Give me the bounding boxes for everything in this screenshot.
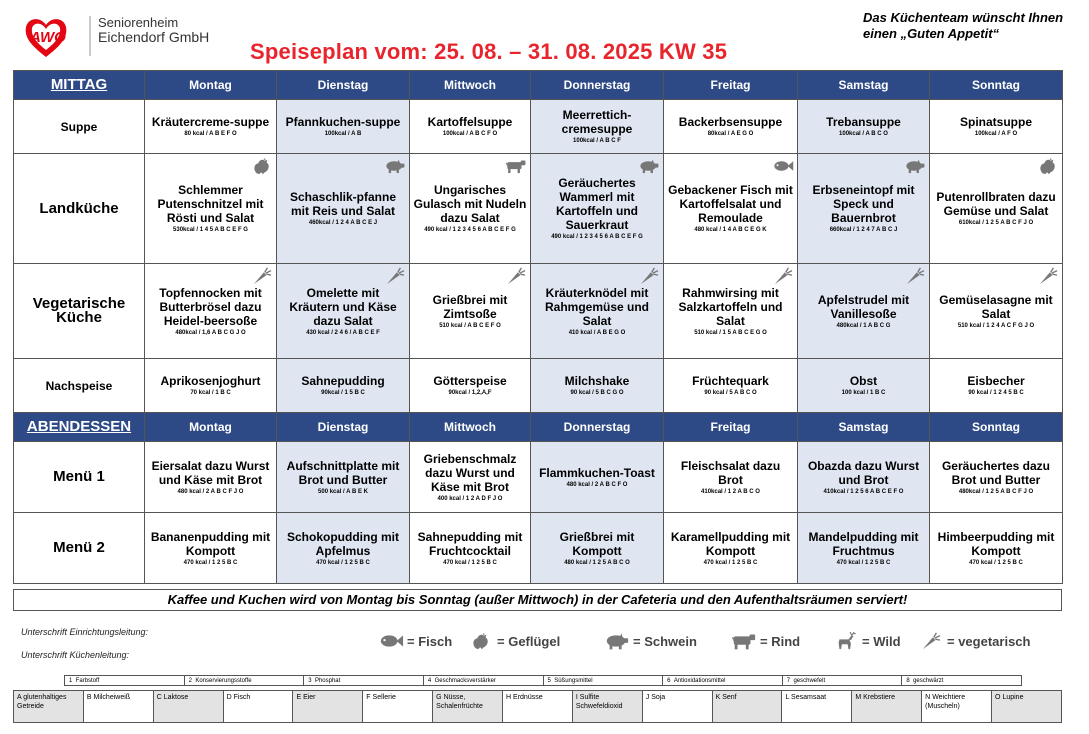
allergen-label: Milcheiweiß [93, 694, 131, 701]
dish-name: Grießbrei mit Kompott [559, 529, 635, 558]
additive-label: Süßungsmittel [554, 677, 593, 684]
menu-cell [798, 359, 930, 413]
dish-kcal-allergens: 480kcal / 1 A B C G [836, 322, 891, 329]
dish-kcal-allergens: 480 kcal / 1 4 A B C E G K [694, 227, 767, 233]
dish-kcal-allergens: 90kcal / 1,2,A,F [448, 390, 492, 396]
chicken-icon [468, 632, 494, 650]
dish-name: Sahnepudding [301, 374, 385, 388]
allergen-label: Krebstiere [863, 694, 896, 701]
dish-kcal-allergens: 80kcal / A E G O [707, 131, 754, 137]
allergen-label: Senf [722, 694, 737, 701]
additive-cell [663, 676, 783, 686]
dish-name: Eisbecher [967, 374, 1025, 388]
dish-kcal-allergens: 100 kcal / 1 B C [841, 390, 886, 396]
dish-name: Griebenschmalz dazu Wurst und Käse mit Brot [423, 451, 517, 494]
page-title: Speiseplan vom: 25. 08. – 31. 08. 2025 KW 35 [250, 39, 728, 64]
allergen-cell [223, 691, 293, 723]
carrot-icon [384, 267, 406, 285]
allergen-label: glutenhaltiges Getreide [17, 694, 67, 710]
mittag-header-row [14, 71, 1063, 100]
allergen-label: Laktose [163, 694, 189, 701]
dish-name: Putenrollbraten dazu Gemüse und Salat [936, 190, 1056, 218]
allergen-label: Sulfite Schwefeldioxid [575, 694, 623, 710]
dish-kcal-allergens: 90kcal / 1 5 B C [321, 390, 365, 396]
menu-cell [277, 359, 410, 413]
dish-kcal-allergens: 70 kcal / 1 B C [190, 390, 231, 396]
day-header-mittag: Montag [145, 71, 277, 100]
coffee-note: Kaffee und Kuchen wird von Montag bis Sonntag (außer Mittwoch) in der Cafeteria und den Aufenthaltsräumen serviert! [13, 589, 1062, 611]
legend-item [468, 632, 560, 650]
dish-name: Fleischsalat dazu Brot [680, 458, 781, 487]
dish-name: Trebansuppe [826, 115, 901, 129]
allergen-label: Lupine [1002, 694, 1024, 701]
additive-number: 1 [69, 677, 73, 684]
additive-label: geschwefelt [793, 677, 826, 684]
menu-row [14, 359, 1063, 413]
dish-kcal-allergens: 470 kcal / 1 2 5 B C [183, 559, 238, 566]
dish-kcal-allergens: 470 kcal / 1 2 5 B C [443, 559, 497, 566]
dish-kcal-allergens: 410kcal / 1 2 5 6 A B C E F O [823, 488, 904, 495]
dish-kcal-allergens: 410kcal / 1 2 A B C O [701, 488, 760, 495]
allergen-cell [363, 691, 433, 723]
allergen-label: Sesamsaat [791, 694, 827, 701]
additive-cell [782, 676, 902, 686]
day-header-abend: Mittwoch [410, 413, 531, 442]
dish-kcal-allergens: 490 kcal / 1 2 3 4 5 6 A B C E F G [424, 227, 516, 233]
additive-cell [543, 676, 663, 686]
dish-name: Aufschnittplatte mit Brot und Butter [286, 458, 400, 487]
menu-cell [277, 154, 410, 264]
day-header-abend: Sonntag [930, 413, 1063, 442]
menu-cell [930, 100, 1063, 154]
allergen-code: N [925, 694, 931, 701]
allergen-code: F [366, 694, 371, 701]
allergen-label: Soja [651, 694, 666, 701]
allergen-cell [572, 691, 642, 723]
menu-cell [664, 359, 798, 413]
carrot-icon [772, 267, 794, 285]
carrot-icon [251, 267, 273, 285]
menu-row [14, 100, 1063, 154]
fish-icon [772, 157, 794, 175]
carrot-icon [918, 632, 944, 650]
menu-cell [664, 442, 798, 513]
menu-cell [930, 442, 1063, 513]
day-header-abend: Freitag [664, 413, 798, 442]
menu-cell [410, 100, 531, 154]
dish-kcal-allergens: 100kcal / A F O [974, 131, 1018, 137]
menu-cell [798, 513, 930, 584]
carrot-icon [505, 267, 527, 285]
brand-name [98, 15, 209, 45]
day-header-mittag: Dienstag [277, 71, 410, 100]
menu-cell [664, 264, 798, 359]
day-header-mittag: Donnerstag [531, 71, 664, 100]
dish-name: Aprikosenjoghurt [160, 374, 261, 388]
menu-cell [664, 100, 798, 154]
allergen-code: H [506, 694, 512, 701]
allergen-label: Eier [303, 694, 316, 701]
dish-name: Geräuchertes Wammerl mit Kartoffeln und Sauerkraut [556, 176, 638, 232]
menu-cell [410, 154, 531, 264]
dish-kcal-allergens: 470 kcal / 1 2 5 B C [969, 559, 1023, 566]
pig-icon [638, 157, 660, 175]
dish-name: Rahmwirsing mit Salzkartoffeln und Salat [678, 285, 783, 328]
signature-kitchen: Unterschrift Küchenleitung: [21, 650, 130, 660]
row-label: Suppe [14, 100, 145, 154]
allergen-cell [433, 691, 503, 723]
dish-name: Omelette mit Kräutern und Käse dazu Salat [289, 285, 397, 328]
dish-name: Gemüselasagne mit Salat [939, 292, 1053, 321]
allergen-code: C [156, 694, 162, 701]
dish-kcal-allergens: 480kcal / 1 2 5 A B C F J O [958, 488, 1034, 495]
row-label: Landküche [14, 154, 145, 264]
dish-name: Ungarisches Gulasch mit Nudeln dazu Salat [413, 183, 527, 225]
deer-icon [833, 632, 859, 650]
additive-number: 8 [906, 677, 910, 684]
menu-cell [410, 264, 531, 359]
dish-kcal-allergens: 90 kcal / 1 2 4 5 B C [968, 390, 1024, 396]
allergen-code: O [995, 694, 1001, 701]
allergen-label: Fisch [233, 694, 251, 701]
menu-cell [798, 264, 930, 359]
dish-name: Meerrettich-cremesuppe [561, 108, 633, 136]
dish-kcal-allergens: 400 kcal / 1 2 A D F J O [437, 495, 503, 502]
dish-kcal-allergens: 470 kcal / 1 2 5 B C [703, 559, 758, 566]
dish-name: Grießbrei mit Zimtsoße [432, 292, 508, 321]
menu-cell [277, 513, 410, 584]
dish-name: Schaschlik-pfanne mit Reis und Salat [289, 190, 397, 218]
dish-name: Erbseneintopf mit Speck und Bauernbrot [812, 183, 915, 225]
dish-name: Flammkuchen-Toast [539, 465, 655, 480]
additive-number: 7 [786, 677, 791, 684]
legend-label: = Fisch [407, 633, 453, 649]
additive-cell [902, 676, 1022, 686]
legend-item [604, 632, 697, 650]
menu-cell [930, 154, 1063, 264]
row-label: Menü 1 [14, 442, 145, 513]
menu-cell [145, 100, 277, 154]
dish-name: Backerbsensuppe [678, 115, 783, 129]
dish-kcal-allergens: 510 kcal / 1 2 4 A C F G J O [957, 322, 1035, 329]
pig-icon [904, 157, 926, 175]
menu-cell [145, 442, 277, 513]
allergen-cell [852, 691, 922, 723]
menu-cell [410, 442, 531, 513]
dish-name: Topfennocken mit Butterbrösel dazu Heidel-beersoße [159, 285, 262, 328]
dish-kcal-allergens: 480 kcal / 2 A B C F O [566, 481, 628, 488]
additive-label: geschwärzt [913, 677, 944, 684]
row-label: Nachspeise [14, 359, 145, 413]
brand-line1: Seniorenheim [98, 15, 179, 30]
dish-name: Karamellpudding mit Kompott [670, 529, 791, 558]
dish-kcal-allergens: 90 kcal / 5 A B C O [704, 390, 757, 396]
dish-kcal-allergens: 470 kcal / 1 2 5 B C [836, 559, 891, 566]
dish-kcal-allergens: 480kcal / 1,6 A B C G J O [175, 329, 246, 336]
additive-cell [423, 676, 543, 686]
dish-name: Sahnepudding mit Fruchtcocktail [417, 529, 523, 558]
dish-kcal-allergens: 410 kcal / A B E G O [568, 329, 626, 336]
additive-number: 2 [188, 677, 192, 684]
additive-cell [65, 676, 185, 686]
legend-item [731, 632, 800, 650]
legend-item [833, 632, 901, 650]
menu-cell [277, 100, 410, 154]
legend-label: = Wild [862, 633, 901, 649]
additive-label: Farbstoff [75, 677, 100, 684]
row-label: Menü 2 [14, 513, 145, 584]
menu-cell [410, 513, 531, 584]
pig-icon [384, 157, 406, 175]
additive-number: 3 [308, 677, 312, 684]
additive-label: Antioxidationsmittel [673, 677, 726, 684]
day-header-mittag: Samstag [798, 71, 930, 100]
dish-kcal-allergens: 100kcal / A B C F O [442, 131, 498, 137]
menu-cell [798, 100, 930, 154]
dish-kcal-allergens: 510 kcal / 1 5 A B C E G O [694, 329, 767, 336]
menu-cell [930, 513, 1063, 584]
menu-cell [145, 359, 277, 413]
menu-cell [277, 264, 410, 359]
dish-name: Schlemmer Putenschnitzel mit Rösti und Salat [157, 183, 264, 225]
cow-icon [505, 157, 527, 175]
menu-cell [798, 154, 930, 264]
allergen-code: J [645, 694, 650, 701]
day-header-abend: Dienstag [277, 413, 410, 442]
dish-name: Obazda dazu Wurst und Brot [807, 458, 920, 487]
pig-icon [604, 632, 630, 650]
allergen-label: Erdnüsse [513, 694, 543, 701]
dish-kcal-allergens: 530kcal / 1 4 5 A B C E F G [173, 227, 248, 233]
legend-label: = Geflügel [497, 633, 561, 649]
allergen-cell [293, 691, 363, 723]
menu-cell [664, 513, 798, 584]
allergen-code: D [226, 694, 232, 701]
allergen-code: G [436, 694, 442, 701]
logo-text: AWO [30, 29, 66, 46]
dish-kcal-allergens: 430 kcal / 2 4 6 / A B C E F [306, 329, 380, 336]
day-header-abend: Donnerstag [531, 413, 664, 442]
menu-cell [531, 100, 664, 154]
additive-number: 6 [667, 677, 671, 684]
dish-name: Eiersalat dazu Wurst und Käse mit Brot [151, 458, 270, 487]
additive-label: Geschmacksverstärker [434, 677, 496, 684]
dish-name: Schokopudding mit Apfelmus [287, 529, 399, 558]
menu-cell [145, 154, 277, 264]
dish-kcal-allergens: 510 kcal / A B C E F O [439, 322, 501, 329]
fish-icon [378, 632, 404, 650]
mittag-section-title: MITTAG [14, 71, 145, 100]
menu-row [14, 442, 1063, 513]
dish-name: Kräutercreme-suppe [151, 115, 270, 129]
allergen-code: K [715, 694, 721, 701]
menu-cell [531, 442, 664, 513]
cow-icon [731, 632, 757, 650]
menu-cell [410, 359, 531, 413]
additive-label: Konservierungsstoffe [195, 677, 252, 684]
carrot-icon [638, 267, 660, 285]
dish-kcal-allergens: 480 kcal / 2 A B C F J O [177, 488, 244, 495]
dish-kcal-allergens: 500 kcal / A B E K [318, 488, 368, 495]
allergen-code: L [785, 694, 790, 701]
legend-item [918, 632, 1030, 650]
dish-name: Geräuchertes dazu Brot und Butter [941, 458, 1051, 487]
allergen-cell [922, 691, 992, 723]
menu-cell [277, 442, 410, 513]
row-label: Vegetarische Küche [14, 264, 145, 359]
dish-name: Kräuterknödel mit Rahmgemüse und Salat [544, 285, 649, 328]
menu-cell [531, 154, 664, 264]
dish-kcal-allergens: 460kcal / 1 2 4 A B C E J [308, 220, 378, 226]
dish-name: Himbeerpudding mit Kompott [937, 529, 1055, 558]
menu-cell [531, 513, 664, 584]
chicken-icon [251, 157, 273, 175]
allergen-label: Weichtiere (Muscheln) [925, 694, 966, 710]
additive-number: 4 [427, 677, 432, 684]
additive-number: 5 [547, 677, 551, 684]
dish-name: Bananenpudding mit Kompott [150, 529, 271, 558]
menu-cell [531, 359, 664, 413]
brand-line2: Eichendorf GmbH [98, 29, 210, 45]
dish-name: Götterspeise [433, 374, 507, 388]
dish-kcal-allergens: 470 kcal / 1 2 5 B C [316, 559, 370, 566]
dish-kcal-allergens: 100kcal / A B C O [839, 131, 888, 137]
dish-kcal-allergens: 480 kcal / 1 2 5 A B C O [564, 559, 630, 566]
dish-name: Früchtequark [692, 374, 769, 388]
menu-cell [664, 154, 798, 264]
allergen-cell [642, 691, 712, 723]
day-header-mittag: Mittwoch [410, 71, 531, 100]
allergen-cell [153, 691, 223, 723]
allergen-cell [782, 691, 852, 723]
dish-kcal-allergens: 80 kcal / A B E F O [184, 131, 237, 137]
legend-label: = Rind [760, 633, 801, 649]
allergen-code: M [855, 694, 862, 701]
dish-name: Obst [849, 374, 878, 388]
menu-cell [531, 264, 664, 359]
legend-item [378, 632, 452, 650]
day-header-abend: Montag [145, 413, 277, 442]
allergens-table [13, 690, 1062, 723]
chicken-icon [1037, 157, 1059, 175]
legend-label: = vegetarisch [947, 633, 1031, 649]
allergen-cell [712, 691, 782, 723]
menu-cell [145, 513, 277, 584]
dish-name: Pfannkuchen-suppe [285, 115, 401, 129]
menu-row [14, 154, 1063, 264]
dish-kcal-allergens: 100kcal / A B C F [573, 138, 621, 144]
dish-name: Gebackener Fisch mit Kartoffelsalat und Remoulade [668, 183, 793, 225]
greeting-text: Das Küchenteam wünscht Ihnen einen „Guten Appetit“ [863, 10, 1064, 41]
dish-kcal-allergens: 90 kcal / 5 B C G O [570, 390, 624, 396]
abend-section-title: ABENDESSEN [14, 413, 145, 442]
signature-management: Unterschrift Einrichtungsleitung: [21, 627, 149, 637]
menu-cell [930, 264, 1063, 359]
allergen-cell [83, 691, 153, 723]
dish-kcal-allergens: 610kcal / 1 2 5 A B C F J O [958, 220, 1034, 226]
carrot-icon [904, 267, 926, 285]
additive-cell [304, 676, 424, 686]
menu-cell [145, 264, 277, 359]
allergen-cell [14, 691, 84, 723]
dish-name: Mandelpudding mit Fruchtmus [808, 529, 919, 558]
day-header-abend: Samstag [798, 413, 930, 442]
dish-name: Apfelstrudel mit Vanillesoße [817, 292, 910, 321]
dish-kcal-allergens: 490 kcal / 1 2 3 4 5 6 A B C E F G [551, 234, 643, 240]
abend-header-row [14, 413, 1063, 442]
additive-label: Phosphat [314, 677, 341, 684]
allergen-code: A [17, 694, 22, 701]
menu-row [14, 513, 1063, 584]
day-header-mittag: Sonntag [930, 71, 1063, 100]
allergen-code: I [575, 694, 578, 701]
menu-table [13, 70, 1063, 584]
dish-name: Kartoffelsuppe [427, 115, 513, 129]
allergen-code: B [86, 694, 92, 701]
menu-cell [930, 359, 1063, 413]
dish-name: Milchshake [564, 374, 630, 388]
dish-kcal-allergens: 660kcal / 1 2 4 7 A B C J [829, 227, 898, 233]
carrot-icon [1037, 267, 1059, 285]
dish-name: Spinatsuppe [959, 115, 1032, 129]
allergen-cell [992, 691, 1062, 723]
allergen-cell [503, 691, 573, 723]
legend-label: = Schwein [633, 633, 697, 649]
additives-table [64, 675, 1022, 686]
allergen-code: E [296, 694, 302, 701]
additive-cell [184, 676, 304, 686]
menu-cell [798, 442, 930, 513]
allergen-label: Sellerie [372, 694, 396, 701]
allergen-label: Nüsse, Schalenfrüchte [436, 694, 483, 710]
day-header-mittag: Freitag [664, 71, 798, 100]
menu-row [14, 264, 1063, 359]
dish-kcal-allergens: 100kcal / A B [324, 131, 362, 137]
